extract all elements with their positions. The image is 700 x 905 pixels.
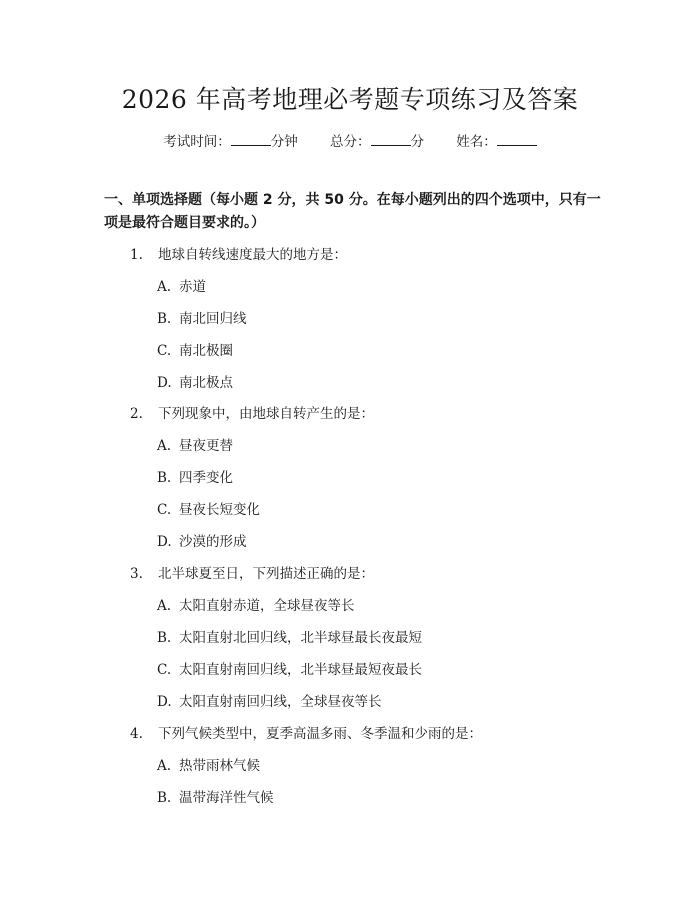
option-4b: [157, 786, 274, 806]
total-score-unit: 分: [410, 134, 424, 150]
option-text: 太阳直射南回归线，全球昼夜等长: [179, 694, 382, 710]
option-1b: [157, 307, 247, 327]
option-text: 赤道: [179, 279, 206, 295]
question-number: 1.: [130, 247, 143, 263]
question-2: [130, 402, 374, 422]
exam-time-label: 考试时间：: [163, 134, 231, 150]
option-letter: B.: [157, 311, 172, 327]
question-number: 4.: [130, 726, 143, 742]
option-1d: [157, 371, 233, 391]
option-letter: C.: [157, 343, 172, 359]
section-header: 一、单项选择题（每小题 2 分，共 50 分。在每小题列出的四个选项中，只有一项是最符合题目要求的。）: [104, 192, 601, 231]
option-text: 昼夜长短变化: [179, 502, 260, 518]
option-2a: [157, 434, 233, 454]
option-text: 南北极点: [179, 375, 233, 391]
option-letter: D.: [157, 375, 172, 391]
option-letter: D.: [157, 534, 172, 550]
option-letter: B.: [157, 630, 172, 646]
option-text: 热带雨林气候: [179, 758, 260, 774]
option-1a: [157, 275, 206, 295]
student-name-blank: [497, 133, 537, 146]
option-2c: [157, 498, 260, 518]
option-letter: B.: [157, 470, 172, 486]
option-2b: [157, 466, 233, 486]
total-score-field: [330, 130, 424, 150]
option-3d: [157, 690, 382, 710]
option-text: 太阳直射北回归线，北半球昼最长夜最短: [179, 630, 422, 646]
total-score-label: 总分：: [330, 134, 371, 150]
question-number: 3.: [130, 566, 143, 582]
option-2d: [157, 530, 247, 550]
question-text: 下列气候类型中，夏季高温多雨、冬季温和少雨的是：: [158, 726, 482, 742]
question-text: 北半球夏至日，下列描述正确的是：: [158, 566, 374, 582]
option-text: 太阳直射南回归线，北半球昼最短夜最长: [179, 662, 422, 678]
option-letter: D.: [157, 694, 172, 710]
question-text: 地球自转线速度最大的地方是：: [158, 247, 347, 263]
option-letter: A.: [157, 598, 172, 614]
option-3c: [157, 658, 422, 678]
option-text: 太阳直射赤道，全球昼夜等长: [179, 598, 355, 614]
option-letter: A.: [157, 279, 172, 295]
page-title: 2026 年高考地理必考题专项练习及答案: [121, 85, 579, 114]
question-1: [130, 243, 347, 263]
option-3b: [157, 626, 422, 646]
option-text: 南北回归线: [179, 311, 247, 327]
exam-time-unit: 分钟: [270, 134, 298, 150]
option-text: 昼夜更替: [179, 438, 233, 454]
option-letter: A.: [157, 438, 172, 454]
question-text: 下列现象中，由地球自转产生的是：: [158, 406, 374, 422]
student-name-label: 姓名：: [456, 134, 497, 150]
option-letter: C.: [157, 662, 172, 678]
option-text: 南北极圈: [179, 343, 233, 359]
total-score-blank: [371, 133, 411, 146]
question-4: [130, 722, 482, 742]
question-3: [130, 562, 374, 582]
option-text: 四季变化: [179, 470, 233, 486]
exam-time-field: [163, 130, 298, 150]
exam-time-blank: [231, 133, 271, 146]
option-4a: [157, 754, 260, 774]
question-number: 2.: [130, 406, 143, 422]
option-text: 温带海洋性气候: [179, 790, 274, 806]
option-letter: C.: [157, 502, 172, 518]
exam-info-line: [0, 130, 700, 150]
option-3a: [157, 594, 355, 614]
student-name-field: [456, 130, 537, 150]
option-letter: B.: [157, 790, 172, 806]
option-text: 沙漠的形成: [179, 534, 247, 550]
option-1c: [157, 339, 233, 359]
option-letter: A.: [157, 758, 172, 774]
